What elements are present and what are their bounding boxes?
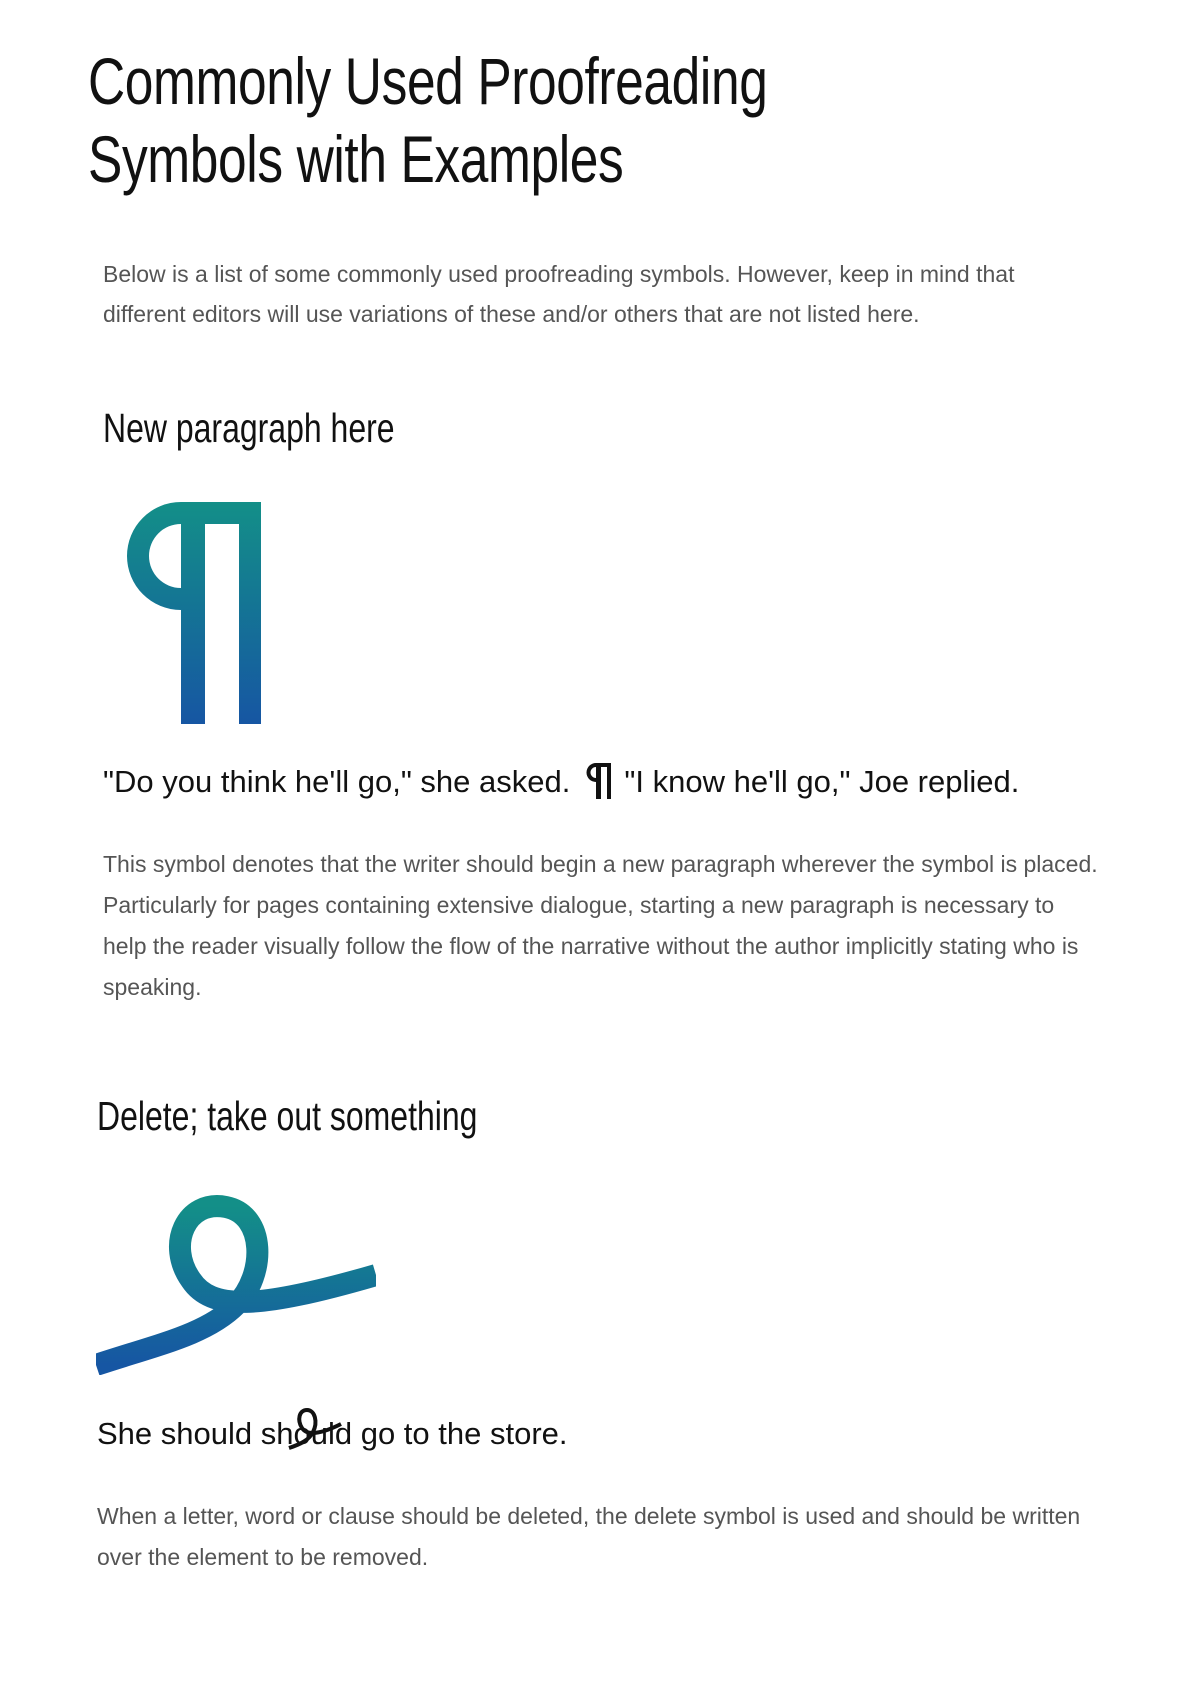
description-delete: When a letter, word or clause should be deleted, the delete symbol is used and should be written over the element to be removed. (97, 1503, 1081, 1570)
example-delete (97, 1414, 568, 1454)
inline-delete-mark-icon (287, 1404, 343, 1454)
delete-loop-icon (96, 1185, 376, 1375)
page-title (88, 42, 790, 198)
struck-letters: oul (293, 1416, 335, 1451)
intro-paragraph: Below is a list of some commonly used proofreading symbols. However, keep in mind that different editors will use variations of these and/or others that are not listed here. (103, 261, 1015, 327)
section-heading-new-paragraph: New paragraph here (103, 405, 395, 451)
example-pre-text: She should sh (97, 1416, 294, 1451)
example-post-text: d go to the store. (334, 1416, 568, 1451)
title-line-1: Commonly Used Proofreading (88, 44, 768, 118)
description-new-paragraph: This symbol denotes that the writer should begin a new paragraph wherever the symbol is placed. Particularly for pages containing extensive dialogue, starting a new paragraph is necessary to help the reader visually follow the flow of the narrative without the author implicitly stating who is speaking. (103, 851, 1098, 1000)
example-after-text: "I know he'll go," Joe replied. (624, 764, 1020, 799)
example-before-text: "Do you think he'll go," she asked. (103, 764, 571, 799)
struck-text (293, 1414, 334, 1454)
inline-pilcrow-icon (582, 763, 612, 799)
title-line-2: Symbols with Examples (88, 122, 624, 196)
pilcrow-icon (103, 502, 263, 724)
section-heading-delete: Delete; take out something (97, 1093, 478, 1139)
example-new-paragraph (103, 762, 1019, 802)
